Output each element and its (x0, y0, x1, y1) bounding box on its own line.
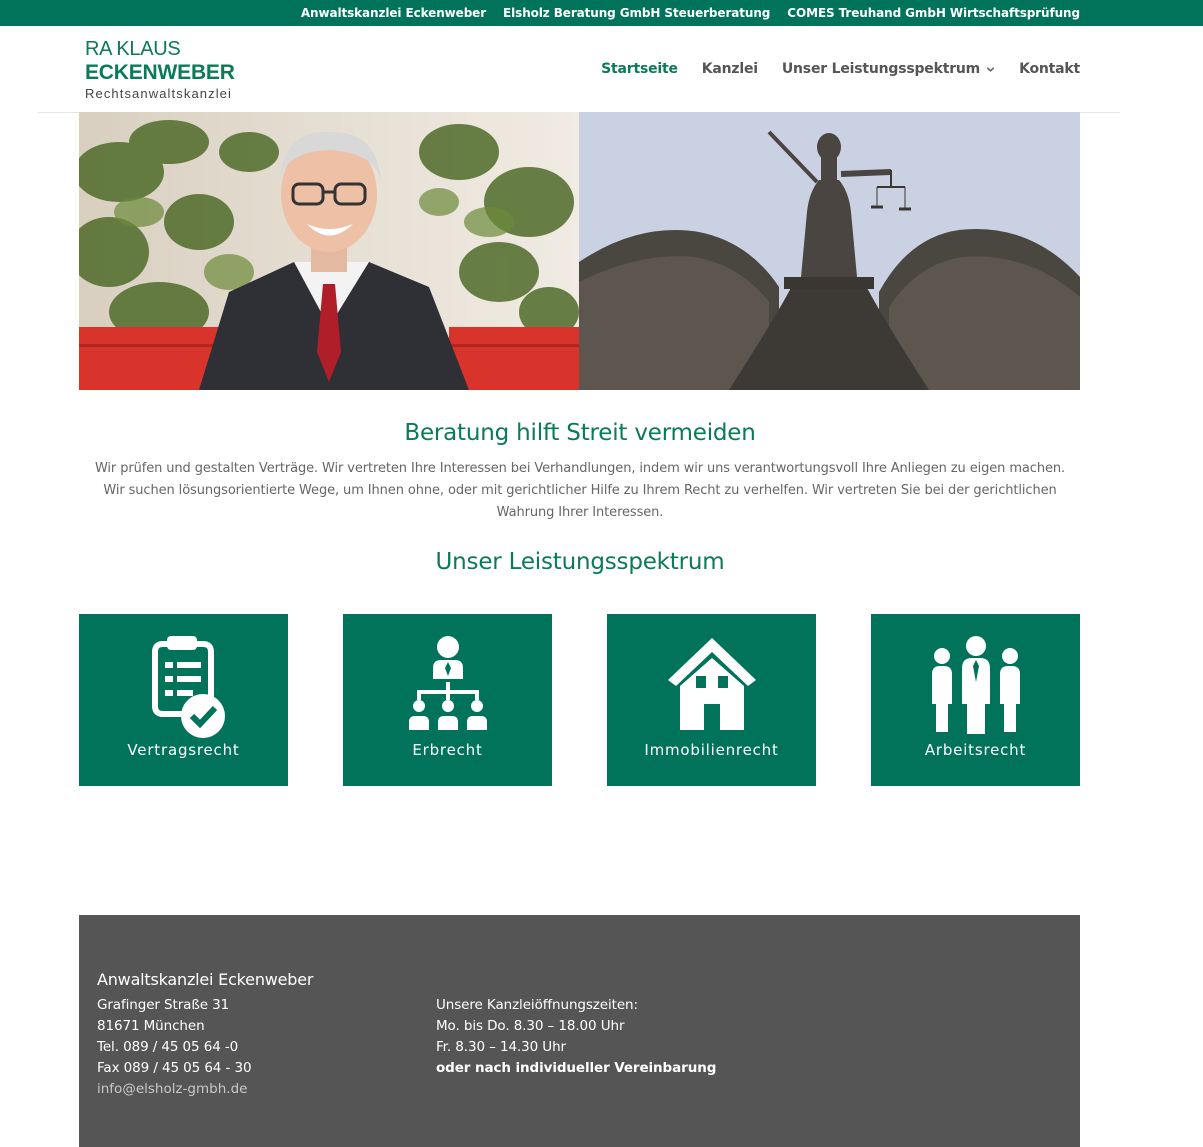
contract-check-icon (143, 634, 225, 738)
service-tile-erbrecht[interactable] (343, 614, 552, 786)
topbar-link-elsholz[interactable]: Elsholz Beratung GmbH Steuerberatung (503, 6, 771, 20)
hours-mon-thu: Mo. bis Do. 8.30 – 18.00 Uhr (436, 1018, 625, 1034)
hero-banner (79, 112, 1080, 390)
footer-address (97, 970, 313, 1100)
services-title: Unser Leistungsspektrum (435, 549, 725, 575)
justitia-statue-image (579, 112, 1080, 390)
service-label: Arbeitsrecht (924, 741, 1027, 759)
hours-note: oder nach individueller Vereinbarung (436, 1060, 717, 1076)
nav-item-startseite[interactable] (601, 61, 678, 77)
nav-label: Kanzlei (701, 61, 758, 77)
site-header (38, 26, 1120, 113)
hours-title: Unsere Kanzleiöffnungszeiten: (436, 997, 638, 1013)
workers-icon (928, 634, 1024, 734)
footer-fax: Fax 089 / 45 05 64 - 30 (97, 1060, 252, 1076)
service-tile-arbeitsrecht[interactable] (871, 614, 1080, 786)
nav-label: Unser Leistungsspektrum (781, 61, 981, 77)
site-footer (79, 915, 1080, 1147)
nav-label: Startseite (601, 61, 678, 77)
service-tile-immobilienrecht[interactable] (607, 614, 816, 786)
intro-text: Wir prüfen und gestalten Verträge. Wir vertreten Ihre Interessen bei Verhandlungen, indem wir uns verantwortungsvoll Ihre Anliegen zu eigen machen. Wir suchen lösungsorientierte Wege, um Ihnen ohne, oder mit gerichtlicher Hilfe zu Ihrem Recht zu verhelfen. Wir vertreten Sie bei der gerichtlichen Wahrung Ihrer Interessen. (94, 461, 1066, 520)
logo-line-3: Rechtsanwaltskanzlei (85, 86, 233, 101)
nav-item-kontakt[interactable] (1019, 61, 1080, 77)
hours-fri: Fr. 8.30 – 14.30 Uhr (436, 1039, 566, 1055)
family-tree-icon (407, 634, 489, 734)
chevron-down-icon (986, 65, 995, 74)
top-bar (0, 0, 1203, 26)
topbar-link-comes[interactable]: COMES Treuhand GmbH Wirtschaftsprüfung (787, 6, 1080, 20)
footer-email-link[interactable]: info@elsholz-gmbh.de (97, 1081, 248, 1097)
footer-opening-hours (436, 995, 716, 1079)
top-bar-links (301, 0, 1080, 26)
logo-line-2: ECKENWEBER (85, 61, 235, 84)
footer-street: Grafinger Straße 31 (97, 997, 230, 1013)
services-grid (79, 614, 1080, 786)
footer-phone: Tel. 089 / 45 05 64 -0 (97, 1039, 239, 1055)
main-nav (601, 61, 1080, 77)
service-label: Immobilienrecht (644, 741, 779, 759)
intro-title: Beratung hilft Streit vermeiden (404, 420, 756, 446)
lawyer-portrait-image (79, 112, 579, 390)
nav-item-kanzlei[interactable] (702, 61, 758, 77)
topbar-link-anwaltskanzlei[interactable]: Anwaltskanzlei Eckenweber (300, 6, 487, 20)
nav-label: Kontakt (1019, 61, 1080, 77)
logo-line-1: RA KLAUS (85, 38, 181, 60)
nav-item-leistungsspektrum[interactable] (782, 61, 995, 77)
footer-firm-name: Anwaltskanzlei Eckenweber (97, 970, 314, 989)
site-logo[interactable] (85, 39, 245, 103)
service-label: Erbrecht (412, 741, 483, 759)
footer-city: 81671 München (97, 1018, 205, 1034)
house-icon (666, 634, 758, 734)
service-tile-vertragsrecht[interactable] (79, 614, 288, 786)
service-label: Vertragsrecht (127, 741, 240, 759)
